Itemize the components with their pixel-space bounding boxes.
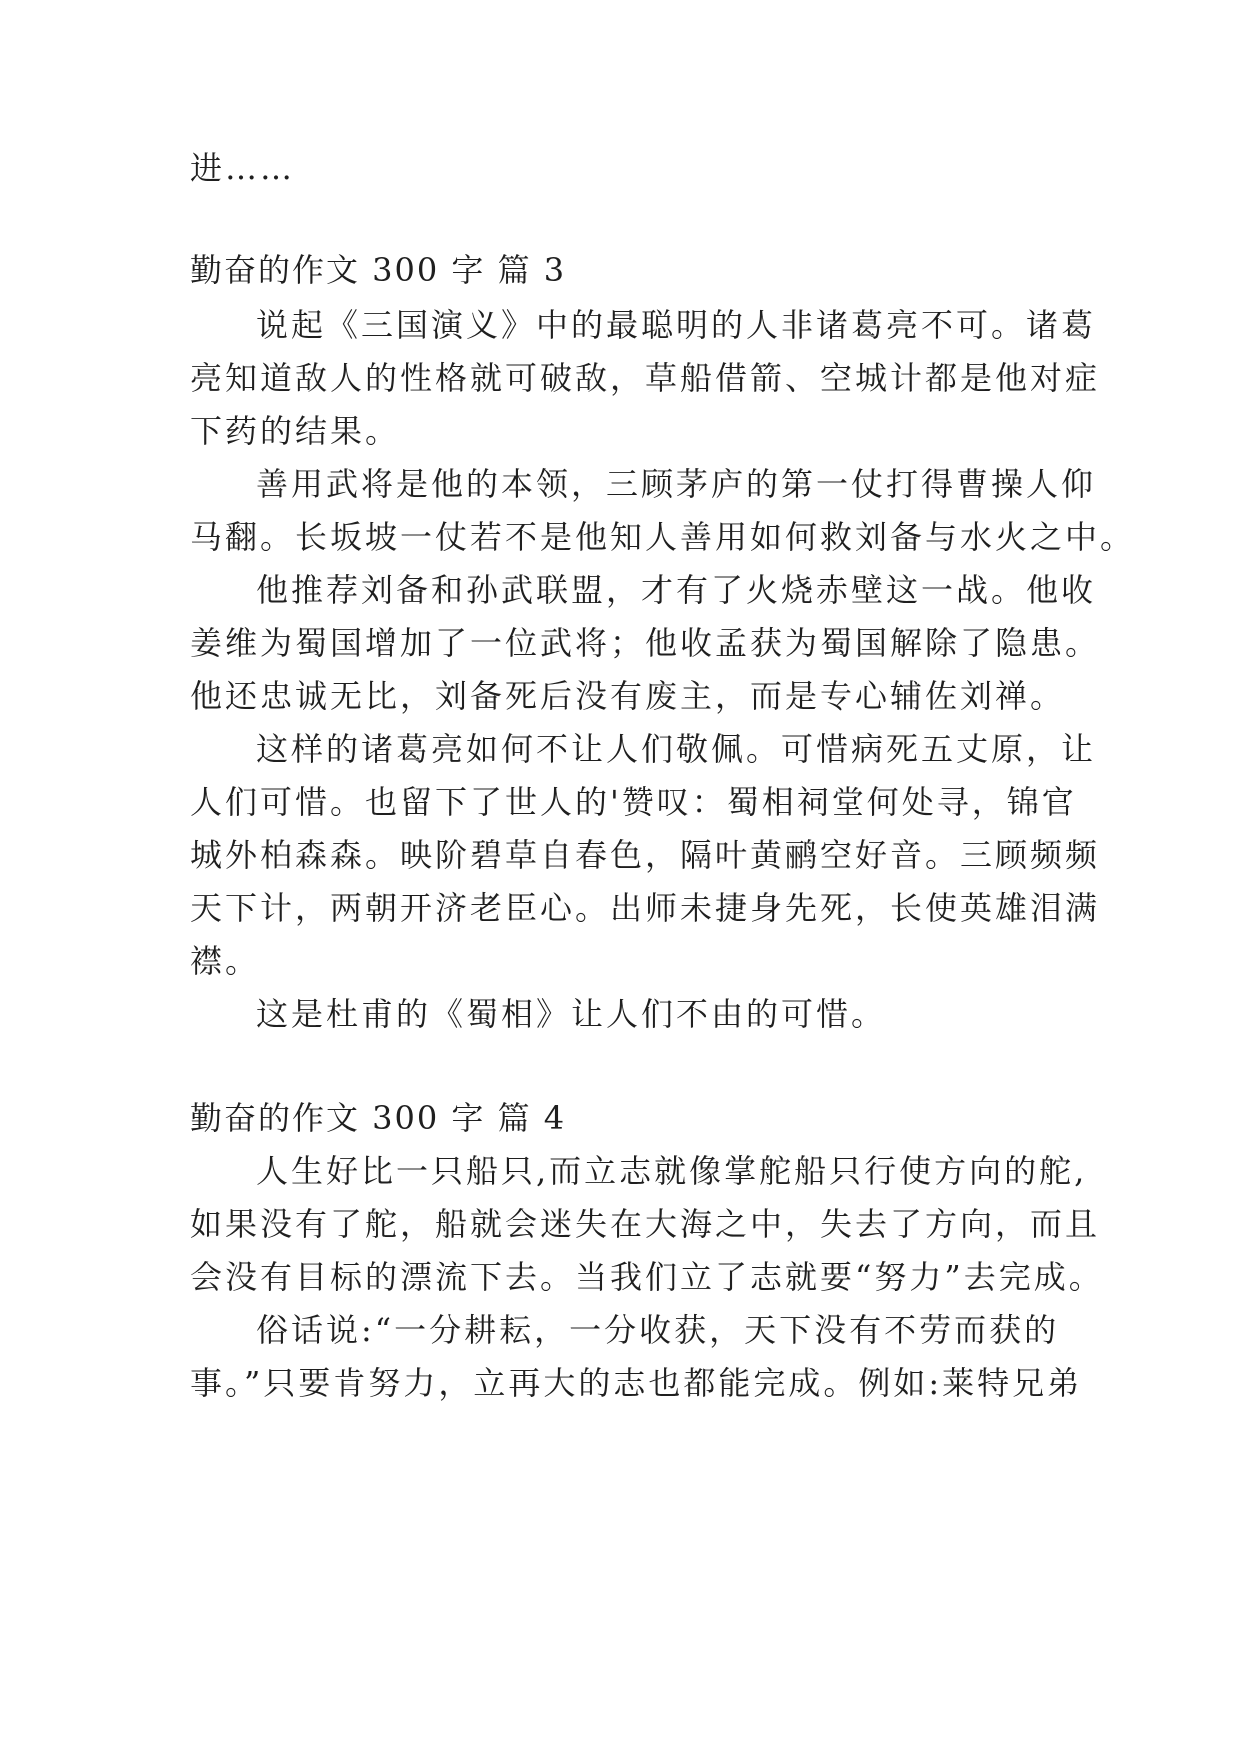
paragraph-line: 如果没有了舵，船就会迷失在大海之中，失去了方向，而且 — [190, 1205, 1101, 1243]
paragraph-line: 天下计，两朝开济老臣心。出师未捷身先死，长使英雄泪满 — [190, 889, 1101, 927]
paragraph-line: 姜维为蜀国增加了一位武将；他收孟获为蜀国解除了隐患。 — [190, 624, 1101, 662]
paragraph-line: 马翻。长坂坡一仗若不是他知人善用如何救刘备与水火之中。 — [190, 518, 1136, 556]
paragraph-line: 俗话说:“一分耕耘，一分收获，天下没有不劳而获的 — [256, 1311, 1060, 1349]
paragraph-line: 这是杜甫的《蜀相》让人们不由的可惜。 — [256, 995, 887, 1033]
paragraph-line: 他还忠诚无比，刘备死后没有废主，而是专心辅佐刘禅。 — [190, 677, 1066, 715]
paragraph-line: 他推荐刘备和孙武联盟，才有了火烧赤壁这一战。他收 — [256, 571, 1097, 609]
paragraph-line: 人生好比一只船只,而立志就像掌舵船只行使方向的舵, — [256, 1152, 1088, 1190]
paragraph-line: 人们可惜。也留下了世人的'赞叹：蜀相祠堂何处寻，锦官 — [190, 783, 1077, 821]
section-heading: 勤奋的作文 300 字 篇 4 — [190, 1099, 567, 1137]
section-heading: 勤奋的作文 300 字 篇 3 — [190, 251, 567, 289]
paragraph-line: 襟。 — [190, 942, 261, 980]
paragraph-line: 这样的诸葛亮如何不让人们敬佩。可惜病死五丈原，让 — [256, 730, 1097, 768]
paragraph-line: 说起《三国演义》中的最聪明的人非诸葛亮不可。诸葛 — [256, 306, 1097, 344]
paragraph-line: 事。”只要肯努力，立再大的志也都能完成。例如:莱特兄弟 — [190, 1364, 1083, 1402]
paragraph-line: 城外柏森森。映阶碧草自春色，隔叶黄鹂空好音。三顾频频 — [190, 836, 1101, 874]
paragraph-line: 善用武将是他的本领，三顾茅庐的第一仗打得曹操人仰 — [256, 465, 1097, 503]
paragraph-line: 会没有目标的漂流下去。当我们立了志就要“努力”去完成。 — [190, 1258, 1104, 1296]
paragraph-line: 亮知道敌人的性格就可破敌，草船借箭、空城计都是他对症 — [190, 359, 1101, 397]
text-line: 进…… — [190, 149, 296, 187]
paragraph-line: 下药的结果。 — [190, 412, 401, 450]
